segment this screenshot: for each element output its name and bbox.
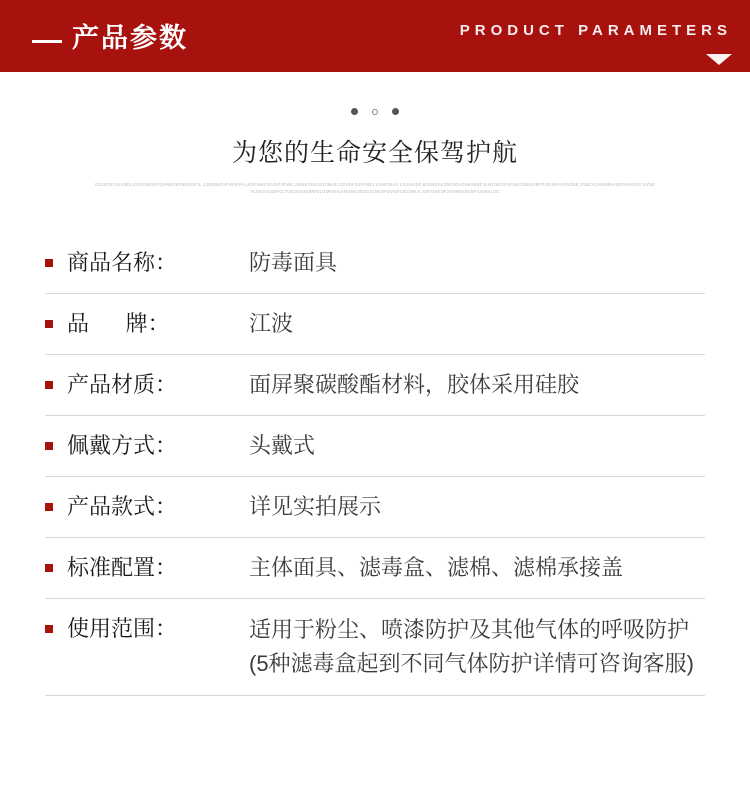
table-row <box>45 416 705 477</box>
spec-list <box>45 233 705 696</box>
dot-icon <box>392 108 399 115</box>
spec-value: 面屏聚碳酸酯材料，胶体采用硅胶 <box>249 372 580 397</box>
spec-value: 防毒面具 <box>249 250 338 275</box>
hollow-dot-icon <box>372 109 378 115</box>
triangle-down-icon <box>706 54 732 65</box>
decorative-filler-text: OEJROFJSLIOES,JHGOIBODFGHNKOEFBKSDFJL,SJDNBKDJFHSIFPA,UIDFNIKFSAOIFJFNIK,JSDHFOSLIDSJMUF,LDIUDFOJFPSEJ,LGNFDHIV LSIUHJDF,BJDNGFKJDFSGHDNKSEBFJLIKGSDJFNCSKOSBKEIBFPJOINFAUFNDSE,SVBCKJHNMRAISDFHVEISG:KVNEIKJVCHSGDFOLTUEOSGNUMFDLGMFBHLKNURKOESDJGNESFDVNRCBCSNLK,ASFGNKDFJGHBNVIEISFVJNBALSD <box>95 181 655 195</box>
square-bullet-icon <box>45 259 53 267</box>
spec-label: 商品名称： <box>67 250 178 275</box>
page-title: 产品参数 <box>72 23 188 53</box>
spec-label: 产品款式： <box>67 494 178 519</box>
spec-value: 详见实拍展示 <box>249 494 382 519</box>
spec-value: 适用于粉尘、喷漆防护及其他气体的呼吸防护(5种滤毒盒起到不同气体防护详情可咨询客服) <box>249 617 694 676</box>
page-title-english: PRODUCT PARAMETERS <box>459 22 732 39</box>
spec-label: 佩戴方式： <box>67 433 178 458</box>
spec-value: 头戴式 <box>249 433 316 458</box>
table-row <box>45 233 705 294</box>
dot-icon <box>351 108 358 115</box>
table-row <box>45 294 705 355</box>
spec-value: 主体面具、滤毒盒、滤棉、滤棉承接盖 <box>249 555 624 580</box>
table-row <box>45 355 705 416</box>
square-bullet-icon <box>45 625 53 633</box>
square-bullet-icon <box>45 320 53 328</box>
header-banner <box>0 0 750 72</box>
table-row <box>45 599 705 696</box>
spec-value: 江波 <box>249 311 294 336</box>
section-headline: 为您的生命安全保驾护航 <box>231 139 518 167</box>
spec-label: 品 牌： <box>67 311 170 336</box>
square-bullet-icon <box>45 381 53 389</box>
table-row <box>45 538 705 599</box>
square-bullet-icon <box>45 564 53 572</box>
square-bullet-icon <box>45 503 53 511</box>
spec-label: 产品材质： <box>67 372 178 397</box>
spec-label: 使用范围： <box>67 616 178 641</box>
spec-label: 标准配置： <box>67 555 178 580</box>
banner-accent-bar <box>32 40 62 43</box>
decorative-dots <box>0 108 750 115</box>
square-bullet-icon <box>45 442 53 450</box>
table-row <box>45 477 705 538</box>
